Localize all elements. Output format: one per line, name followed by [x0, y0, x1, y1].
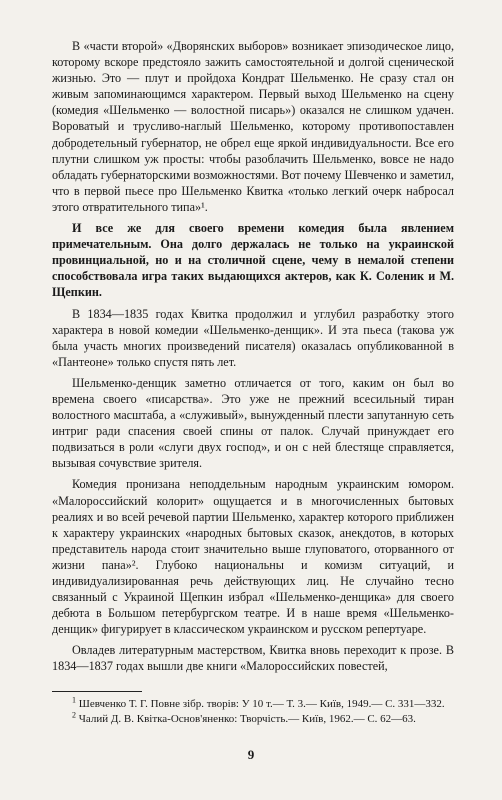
- paragraph-3: В 1834—1835 годах Квитка продолжил и углубил разработку этого характера в новой комедии «Шельменко-денщик». И эта пьеса (такова уж была участь многих произведений писателя) оказалась опубликованной в «Пантеоне» только спустя пять лет.: [52, 306, 454, 369]
- paragraph-1: В «части второй» «Дворянских выборов» возникает эпизодическое лицо, которому вскоре предстояло зажить самостоятельной и долгой сценической жизнью. Это — плут и пройдоха Кондрат Шельменко. Не сразу стал он живым запоминающимся характером. Первый выход Шельменко на сцену (комедия «Шельменко — волостной писарь») оказался не слишком удачен. Вороватый и трусливо-наглый Шельменко, которому противопоставлен добродетельный губернатор, не обрел еще яркой индивидуальности. Все его плутни слишком уж просты: чтобы разоблачить Шельменко, вовсе не надо обладать губернаторскими возможностями. Вот почему Шевченко и заметил, что в первой пьесе про Шельменко Квитка «только легкий очерк набросал этого отвратительного типа»¹.: [52, 39, 454, 214]
- footnote-separator: [52, 691, 142, 692]
- page-number: 9: [247, 747, 255, 762]
- body-text: [52, 38, 454, 675]
- footnote-text: Чалий Д. В. Квітка-Основ'яненко: Творчість.— Київ, 1962.— С. 62—63.: [78, 712, 416, 725]
- footnote-mark: 1: [72, 694, 76, 704]
- footnotes: [52, 694, 454, 727]
- footnote-mark: 2: [72, 709, 76, 719]
- footnote-1: [52, 694, 454, 712]
- paragraph-2: И все же для своего времени комедия была явлением примечательным. Она долго держалась не только на украинской провинциальной, но и на столичной сцене, чему в немалой степени способствовала игра таких выдающихся актеров, как К. Соленик и М. Щепкин.: [52, 221, 454, 300]
- paragraph-4: Шельменко-денщик заметно отличается от того, каким он был во времена своего «писарства». Это уже не прежний всесильный тиран волостного масштаба, а «служивый», вынужденный плести запутанную сеть интриг ради спасения своей спины от палок. Случай принуждает его подвизаться в роли «слуги двух господ», и он с ней блестяще справляется, вызывая сочувствие зрителя.: [52, 375, 454, 471]
- paragraph-5: Комедия пронизана неподдельным народным украинским юмором. «Малороссийский колорит» ощущается и в многочисленных бытовых реалиях и во всей речевой партии Шельменко, характер которого приближен к характеру украинских «народных бытовых сказок, анекдотов, в которых представитель народа стоит значительно выше глуповатого, оторванного от жизни пана»². Глубоко национальны и комизм ситуаций, и индивидуализированная речь действующих лиц. Не случайно тесно связанный с Украиной Щепкин избрал «Шельменко-денщика» для своего дебюта в Большом петербургском театре. И в наше время «Шельменко-денщик» фигурирует в классическом украинском и русском репертуаре.: [52, 477, 454, 637]
- footnote-2: [52, 709, 454, 727]
- paragraph-6: Овладев литературным мастерством, Квитка вновь переходит к прозе. В 1834—1837 годах вышли две книги «Малороссийских повестей,: [52, 643, 454, 674]
- footnote-text: Шевченко Т. Г. Повне зібр. творів: У 10 т.— Т. 3.— Київ, 1949.— С. 331—332.: [78, 697, 445, 710]
